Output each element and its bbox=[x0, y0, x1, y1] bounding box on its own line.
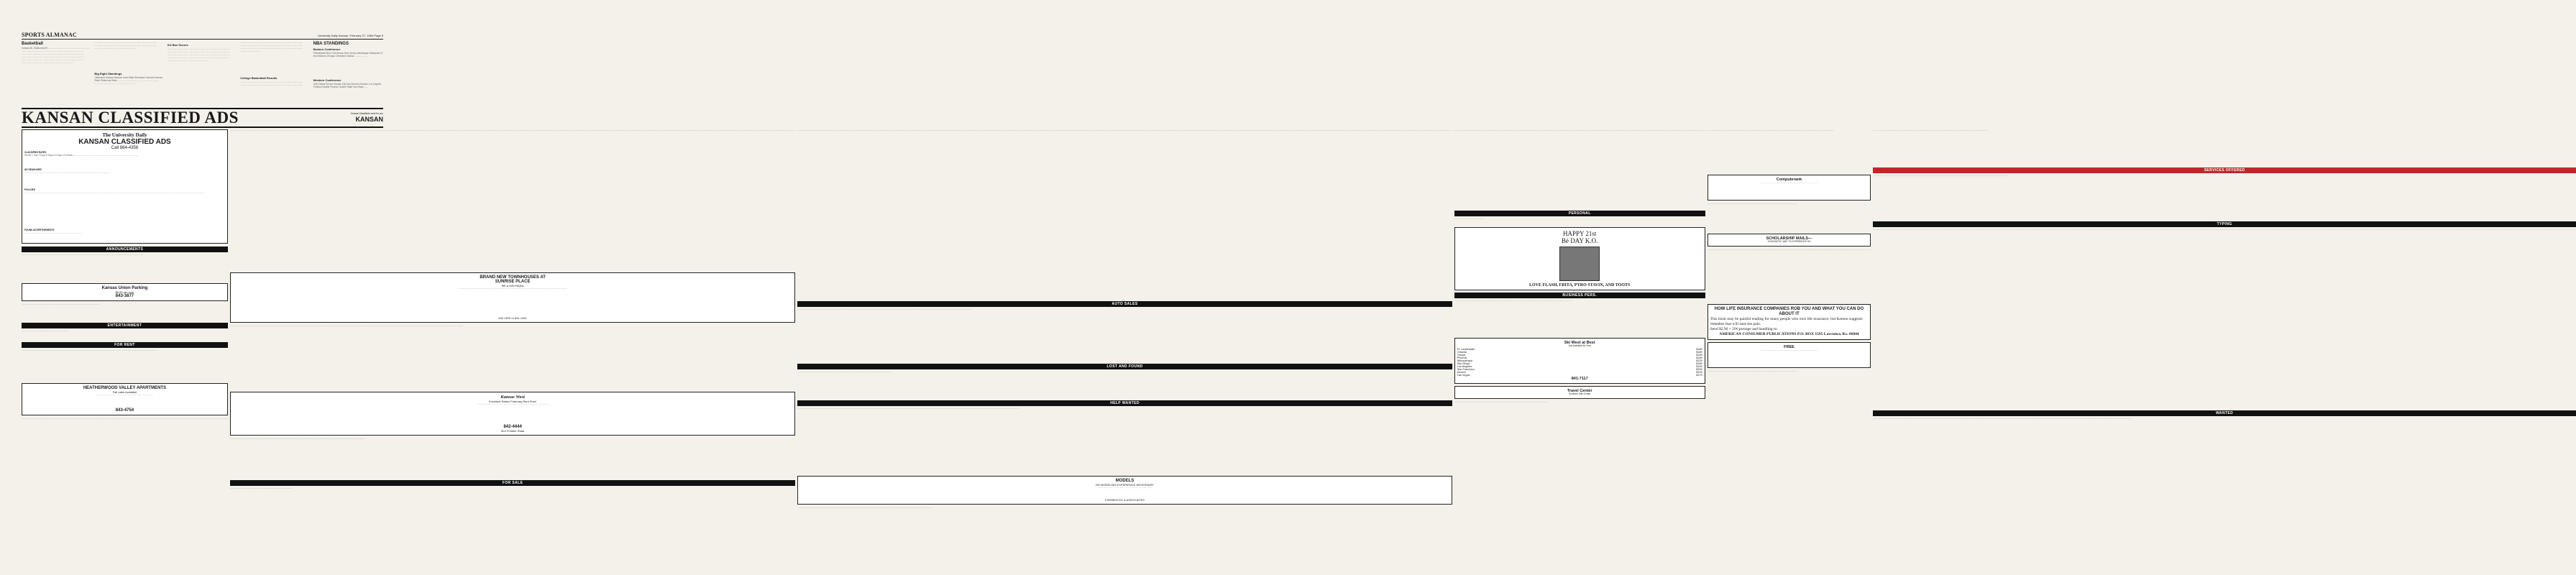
fare-city: Orlando bbox=[1457, 350, 1467, 354]
college-text-2: ................................ ................................ ................................ ................................ ................................ ................................ bbox=[240, 80, 303, 86]
nba-east-text: Philadelphia New York Boston New Jersey Washington Milwaukee Detroit Atlanta Chicago Cleveland Indiana ..................... bbox=[313, 52, 383, 58]
college-title: College Basketball Results bbox=[240, 76, 278, 80]
policies-text: .......................................................................................................................................................................................................................................................................................... bbox=[24, 190, 204, 194]
scholarship-line-1: SCHOLARSHIP MAILS— bbox=[1766, 236, 1812, 241]
heatherwood-sub: Fall rates Available bbox=[112, 390, 137, 394]
box-text: ................................ ................................ ................................ ................................ ................................ ................................ ................................ ................................ ................................ ................................ ................................ ................................ ................................ ................................ bbox=[167, 47, 230, 62]
heatherwood-text: .......................................................................................... bbox=[96, 392, 154, 396]
townhouses-ad bbox=[230, 272, 795, 323]
for-sale-text: .................................................................................................. bbox=[229, 487, 293, 489]
birthday-line-1: HAPPY 21st bbox=[1562, 230, 1597, 237]
heatherwood-ad bbox=[22, 383, 228, 415]
column-5-text-3: ................................................................................................................................................................................................................................................................. bbox=[1707, 247, 1871, 251]
travel-center-ad bbox=[1454, 386, 1705, 399]
column-5 bbox=[1708, 129, 1871, 569]
townhouses-line-3: 9th & MICHIGAN bbox=[501, 284, 524, 288]
box-score-text: Kansas 68, Oklahoma 69 ................................ ................................ ................................ ................................ ................................ ................................ ................................ ................................ ................................ ................................ ................................ ................................ ................................ ................................ ................................ ................................ ............... bbox=[22, 47, 90, 64]
birthday-signoff: LOVE FLASH, FRITA, PYRO STAVIN, AND TOOTS bbox=[1529, 283, 1631, 288]
issue-line: University Daily Kansan, February 27, 1984 Page 5 bbox=[318, 34, 383, 37]
heatherwood-phone: 843-4754 bbox=[115, 408, 134, 413]
parking-phone: 843-3877 bbox=[115, 293, 134, 298]
fare-city: Albuquerque bbox=[1457, 359, 1473, 362]
fare-price: $189 bbox=[1696, 347, 1702, 351]
college-text-1: ................................ ................................ ................................ ................................ ................................ ................................ ................................ ................................ ................................ ................................ bbox=[240, 41, 303, 52]
typing-header: TYPING bbox=[1873, 221, 2576, 227]
found-text: .......................................................................................... bbox=[24, 231, 82, 234]
townhouses-line-1: BRAND NEW TOWNHOUSES AT bbox=[480, 275, 546, 280]
wanted-header: WANTED bbox=[1873, 410, 2576, 416]
help-wanted-text-2: ................................................................................................................................................................................................................... bbox=[797, 506, 932, 509]
fare-price: $129 bbox=[1696, 359, 1702, 362]
west-phone: 842-4444 bbox=[503, 425, 522, 429]
banner-title: KANSAN CLASSIFIED ADS bbox=[22, 109, 239, 126]
policies-title: POLICIES bbox=[24, 188, 35, 191]
models-ad bbox=[797, 476, 1452, 505]
scholarship-line-2: A FANTASTIC WAY TO EXPERIENCE KU bbox=[1767, 240, 1811, 243]
insurance-body: This book may be painful reading for many people who own life insurance, but Kenton suggests remedies that will ease the pain. bbox=[1710, 316, 1863, 326]
fare-city: San Francisco bbox=[1457, 367, 1475, 371]
insurance-address: AMERICAN CONSUMER PUBLICATIONS P.O. BOX 1595 Lawrence, Ks. 66044 bbox=[1719, 331, 1859, 336]
banner-tagline: Kansas Classifieds work for you bbox=[350, 112, 383, 116]
computerank-body: .......................................................................................... bbox=[1760, 181, 1818, 184]
fare-city: Ft. Lauderdale bbox=[1457, 347, 1475, 351]
box-column bbox=[168, 42, 237, 108]
services-offered-header: SERVICES OFFERED bbox=[1873, 167, 2576, 173]
birthday-photo bbox=[1559, 247, 1600, 281]
business-pers-text: ......................................................................................................................................................................................... bbox=[1454, 299, 1572, 302]
column-4 bbox=[1454, 129, 1705, 569]
insurance-price: Send $2.96 + 50¢ postage and handling to: bbox=[1710, 326, 1778, 331]
wanted-text: ....................................................................................................................................................................................................................................................................................................................................................................................................................... bbox=[1873, 417, 2132, 420]
for-rent-listings: ........................................................................................................................................................................................................................................................................................................................................................................................................................................................................................................................................................................................................................................................................................................................................................................................................................................................................................................................ bbox=[229, 129, 796, 132]
for-rent-header: FOR RENT bbox=[22, 342, 228, 348]
rate-card bbox=[22, 129, 228, 244]
travel-name: Travel Center bbox=[1567, 388, 1592, 393]
column-6 bbox=[1873, 129, 2576, 569]
insurance-ad bbox=[1708, 304, 1871, 340]
townhouses-body: ........................................................................................................................................................................... bbox=[458, 287, 567, 290]
fare-city: Los Angeles bbox=[1457, 364, 1472, 368]
for-rent-listings-3: ..................................................................................................................................................................................................................... bbox=[229, 437, 366, 440]
scholarship-ad bbox=[1708, 234, 1871, 247]
fare-price: $189 bbox=[1696, 353, 1702, 356]
entertainment-text: .......................................................................... bbox=[22, 328, 69, 332]
for-sale-listings: .................................................................................................................................................................................................................................................................................................................................................................................................................................................................................................................................................................................................................................................................................................................................................................................................................................................................................................................................................................................................................................................................... bbox=[797, 129, 1452, 132]
fare-price: $189 bbox=[1696, 362, 1702, 365]
insurance-title: HOW LIFE INSURANCE COMPANIES ROB YOU AND WHAT YOU CAN DO ABOUT IT bbox=[1714, 306, 1864, 316]
banner-side bbox=[340, 113, 383, 123]
models-agency: FASHBOOCK & ASSOCIATES bbox=[1105, 498, 1145, 502]
fare-price: $109 bbox=[1696, 370, 1702, 374]
fare-price: $199 bbox=[1696, 364, 1702, 368]
help-wanted-text: ............................................................................................................................................................................................................................................................................................................................................................ bbox=[797, 407, 1019, 410]
parking-ad bbox=[22, 283, 228, 301]
typing-text: ................................................................................................................................................................................................................................................................................................................................................................................................................................................................................................................................................................................................................................................................................................................................................................................................................................................................................................................................................................................................................................................................................................................................................ bbox=[1873, 228, 2576, 231]
west-line-3: Excellent Rates! February Rent Free! bbox=[489, 400, 537, 403]
lost-found-text: .................................................................................................................................................... bbox=[797, 370, 892, 373]
west-line-2: West bbox=[515, 395, 525, 400]
west-addr: 524 Frontier Road bbox=[501, 429, 525, 433]
classifieds-banner bbox=[22, 108, 383, 128]
west-line-1: Kansas bbox=[500, 395, 515, 400]
deadlines-text: ...................................................................................................................................... bbox=[24, 170, 110, 174]
parking-price: $6.00 per hour bbox=[115, 290, 134, 294]
basketball-title: Basketball bbox=[22, 42, 44, 46]
travel-sub: Southern Hills Center bbox=[1569, 392, 1591, 395]
nba-west-text: Utah Dallas Denver Kansas City San Antonio Houston Los Angeles Portland Seattle Phoenix Golden State San Diego ..... bbox=[313, 83, 382, 88]
classified-columns bbox=[22, 129, 2576, 569]
free-ad bbox=[1708, 342, 1871, 368]
column-3 bbox=[797, 129, 1452, 569]
column-5-text-4: ............................................................................................................................................. bbox=[1707, 369, 1797, 372]
fare-city: Tampa bbox=[1457, 353, 1466, 356]
personal-header: PERSONAL bbox=[1454, 211, 1705, 216]
ski-title: Ski West at Best bbox=[1564, 341, 1595, 345]
ski-phone: 841-7117 bbox=[1571, 376, 1588, 381]
section-title: SPORTS ALMANAC bbox=[22, 32, 77, 38]
fare-city: Las Vegas bbox=[1457, 373, 1470, 377]
basketball-column bbox=[22, 42, 91, 108]
deadlines-title: AD DEADLINES bbox=[24, 167, 42, 171]
fare-price: $179 bbox=[1696, 373, 1702, 377]
fare-city: San Diego bbox=[1457, 362, 1470, 365]
fare-city: Phoenix bbox=[1457, 356, 1467, 359]
free-body: ......................................................................................... bbox=[1761, 348, 1818, 351]
rate-pub: The University Daily bbox=[102, 132, 147, 138]
column-2 bbox=[230, 129, 795, 569]
auto-sales-header: AUTO SALES bbox=[797, 301, 1452, 307]
rate-name: KANSAN CLASSIFIED ADS bbox=[78, 138, 171, 146]
fare-city: Denver bbox=[1457, 370, 1466, 374]
help-wanted-header: HELP WANTED bbox=[797, 400, 1452, 406]
announcements-header: ANNOUNCEMENTS bbox=[22, 247, 228, 252]
ski-sub: Any Available Air Fare bbox=[1568, 344, 1591, 347]
business-pers-text-2: .................................................................................................................................................... bbox=[1454, 400, 1549, 403]
column-5-top-text: ....................................................................................................................................................................................................... bbox=[1707, 129, 1834, 132]
nba-east: Eastern Conference bbox=[313, 47, 341, 51]
score-text: ................................ ................................ ................................ ................................ ................................ ................................ ................................ ................................ bbox=[94, 41, 157, 50]
college-column bbox=[240, 42, 310, 108]
computerank-name: Computerank bbox=[1776, 178, 1802, 182]
personal-text: .............................................. bbox=[1454, 217, 1484, 220]
business-pers-header: BUSINESS PERS. bbox=[1454, 293, 1705, 298]
heatherwood-name: HEATHERWOOD VALLEY APARTMENTS bbox=[83, 385, 167, 390]
scores-column bbox=[94, 42, 164, 108]
for-rent-text-2: .................................................................................................................................................................................................................................................................................................................................... bbox=[22, 416, 228, 420]
models-body: ....................................................................................... bbox=[1097, 486, 1153, 489]
models-sub: NO MODELING EXPERIENCE NECESSARY bbox=[1096, 483, 1155, 487]
rates-title: CLASSIFIED RATES bbox=[24, 151, 47, 154]
birthday-ad bbox=[1454, 227, 1705, 290]
free-title: FREE bbox=[1784, 344, 1795, 349]
lost-found-header: LOST AND FOUND bbox=[797, 364, 1452, 369]
kansas-west-ad bbox=[230, 392, 795, 436]
rates-text: Words 1 Day 3 Days 5 Days 10 Days 15 Words ...................................................................................................... bbox=[24, 153, 139, 157]
found-title: FOUND ADVERTISEMENTS bbox=[24, 228, 55, 231]
column-1 bbox=[22, 129, 228, 569]
townhouses-line-2: SUNRISE PLACE bbox=[495, 280, 531, 284]
help-wanted-listings: .......................................................................................................................................................................................................................................................................................................................................................................................................... bbox=[1454, 129, 1705, 132]
big-eight-title: Big Eight Standings bbox=[94, 72, 122, 75]
west-body: ................................................................................................................ bbox=[477, 402, 549, 405]
fare-price: $189 bbox=[1696, 350, 1702, 354]
column-5-text-2: .............................................................................................................................................. bbox=[1707, 202, 1798, 205]
birthday-line-2: Bé DAY K.O. bbox=[1562, 237, 1598, 244]
column-6-top-text: ..................................................................................................................................................................................... bbox=[1873, 129, 1989, 132]
services-offered-text: ................................................................................................................................................................................................................... bbox=[1873, 174, 2008, 177]
fare-price: $209 bbox=[1696, 367, 1702, 371]
for-rent-listings-2: ............................................................................................................................................................................................................................................................................................................................................................................. bbox=[229, 324, 463, 327]
entertainment-header: ENTERTAINMENT bbox=[22, 323, 228, 328]
nba-title: NBA STANDINGS bbox=[313, 42, 349, 46]
fare-list bbox=[1457, 348, 1702, 377]
nba-column bbox=[313, 42, 383, 108]
announcements-text-2: .......................................................................................................................... bbox=[22, 302, 100, 305]
fare-price: $189 bbox=[1696, 356, 1702, 359]
for-rent-text: ..................................................................................................................................................................................................................... bbox=[22, 348, 157, 351]
ku-box-title: KU Box Scores bbox=[167, 43, 188, 47]
models-title: MODELS bbox=[1115, 479, 1135, 483]
rate-phone: Call 864-4358 bbox=[111, 146, 139, 150]
page-header bbox=[22, 32, 383, 40]
ski-west-ad bbox=[1454, 338, 1705, 384]
parking-title: Kansas Union Parking bbox=[101, 285, 148, 290]
computerank-ad bbox=[1708, 175, 1871, 201]
banner-logo: KANSAN bbox=[355, 115, 383, 123]
nba-west: Western Conference bbox=[313, 78, 342, 82]
standings-text: Oklahoma Kansas Missouri Iowa State Nebraska Colorado Kansas State Oklahoma State ................................ ................................ ................................ ................................ bbox=[94, 76, 163, 85]
townhouses-phone: 842-1876 or 841-1287 bbox=[498, 316, 527, 320]
for-sale-header: FOR SALE bbox=[230, 480, 795, 486]
sports-almanac bbox=[22, 42, 383, 108]
announcements-text: ................................................................................................................................................................................................ bbox=[22, 252, 145, 256]
auto-sales-text: ................................................................................................................................................................................................................................................................................. bbox=[797, 308, 972, 310]
